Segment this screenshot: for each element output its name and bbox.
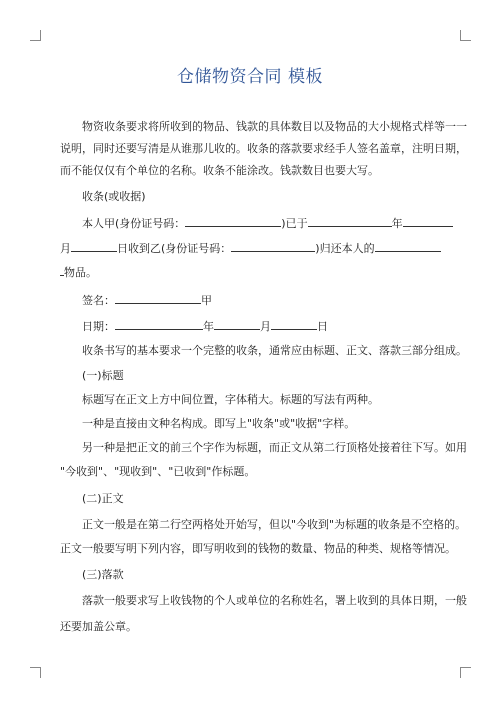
form-label: 日收到乙(身份证号码： [117, 242, 232, 255]
month-blank[interactable] [403, 215, 453, 227]
text-line: 说明，同时还要写清是从谁那儿收的。收条的落款要求经手人签名盖章，注明日期， [60, 142, 467, 155]
signature-label: 签名： [82, 294, 115, 307]
form-label: 月 [60, 242, 71, 255]
text-line: 而不能仅仅有个单位的名称。收条不能涂改。钱款数目也要大写。 [60, 164, 379, 177]
date-year-label: 年 [203, 320, 214, 333]
date-day-label: 日 [317, 320, 328, 333]
signature-party: 甲 [201, 294, 212, 307]
form-row-3 [60, 264, 445, 280]
section-paragraph: 标题写在正文上方中间位置，字体稍大。标题的写法有两种。 [82, 393, 379, 406]
date-day-blank[interactable] [271, 318, 317, 330]
date-row [82, 318, 445, 334]
section-heading-body: (二)正文 [82, 492, 124, 505]
section-heading-closing: (三)落款 [82, 568, 124, 581]
date-month-blank[interactable] [214, 318, 260, 330]
section-paragraph: 落款一般要求写上收钱物的个人或单位的名称姓名，署上收到的具体日期，一般 [82, 594, 467, 607]
requirements-intro: 收条书写的基本要求一个完整的收条，通常应由标题、正文、落款三部分组成。 [82, 344, 467, 357]
corner-mark-bottom-left [30, 667, 41, 678]
corner-mark-top-left [30, 30, 41, 41]
form-label: )归还本人的 [315, 242, 375, 255]
section-paragraph: 正文一般要写明下列内容，即写明收到的钱物的数量、物品的种类、规格等情况。 [60, 542, 456, 555]
section-paragraph: 另一种是把正文的前三个字作为标题，而正文从第二行顶格处接着往下写。如用 [82, 441, 467, 454]
day-blank[interactable] [71, 240, 117, 252]
id-number-blank-a[interactable] [185, 215, 281, 227]
section-paragraph: 还要加盖公章。 [60, 620, 137, 633]
receipt-heading: 收条(或收据) [82, 190, 146, 203]
section-paragraph: 正文一般是在第二行空两格处开始写，但以"今收到"为标题的收条是不空格的。 [82, 518, 467, 531]
date-month-label: 月 [260, 320, 271, 333]
id-number-blank-b[interactable] [231, 240, 315, 252]
corner-mark-bottom-right [460, 667, 471, 678]
signature-blank[interactable] [115, 292, 201, 304]
form-label: 年 [391, 217, 403, 230]
year-blank[interactable] [308, 215, 392, 227]
section-paragraph: "今收到"、"现收到"、"已收到"作标题。 [60, 465, 256, 478]
text-line: 物资收条要求将所收到的物品、钱款的具体数目以及物品的大小规格式样等一一 [82, 120, 467, 133]
section-paragraph: 一种是直接由文种名构成。即写上"收条"或"收据"字样。 [82, 417, 356, 430]
item-blank[interactable] [375, 240, 441, 252]
form-label: 物品。 [64, 266, 97, 279]
form-row-2 [60, 240, 445, 256]
form-label: 本人甲(身份证号码： [82, 217, 186, 230]
form-label: )已于 [281, 217, 308, 230]
date-year-blank[interactable] [115, 318, 203, 330]
form-row-1 [82, 215, 445, 231]
document-title: 仓储物资合同 模板 [177, 67, 323, 87]
date-label: 日期： [82, 320, 115, 333]
corner-mark-top-right [460, 30, 471, 41]
section-heading-title: (一)标题 [82, 369, 124, 382]
signature-row [82, 292, 445, 308]
